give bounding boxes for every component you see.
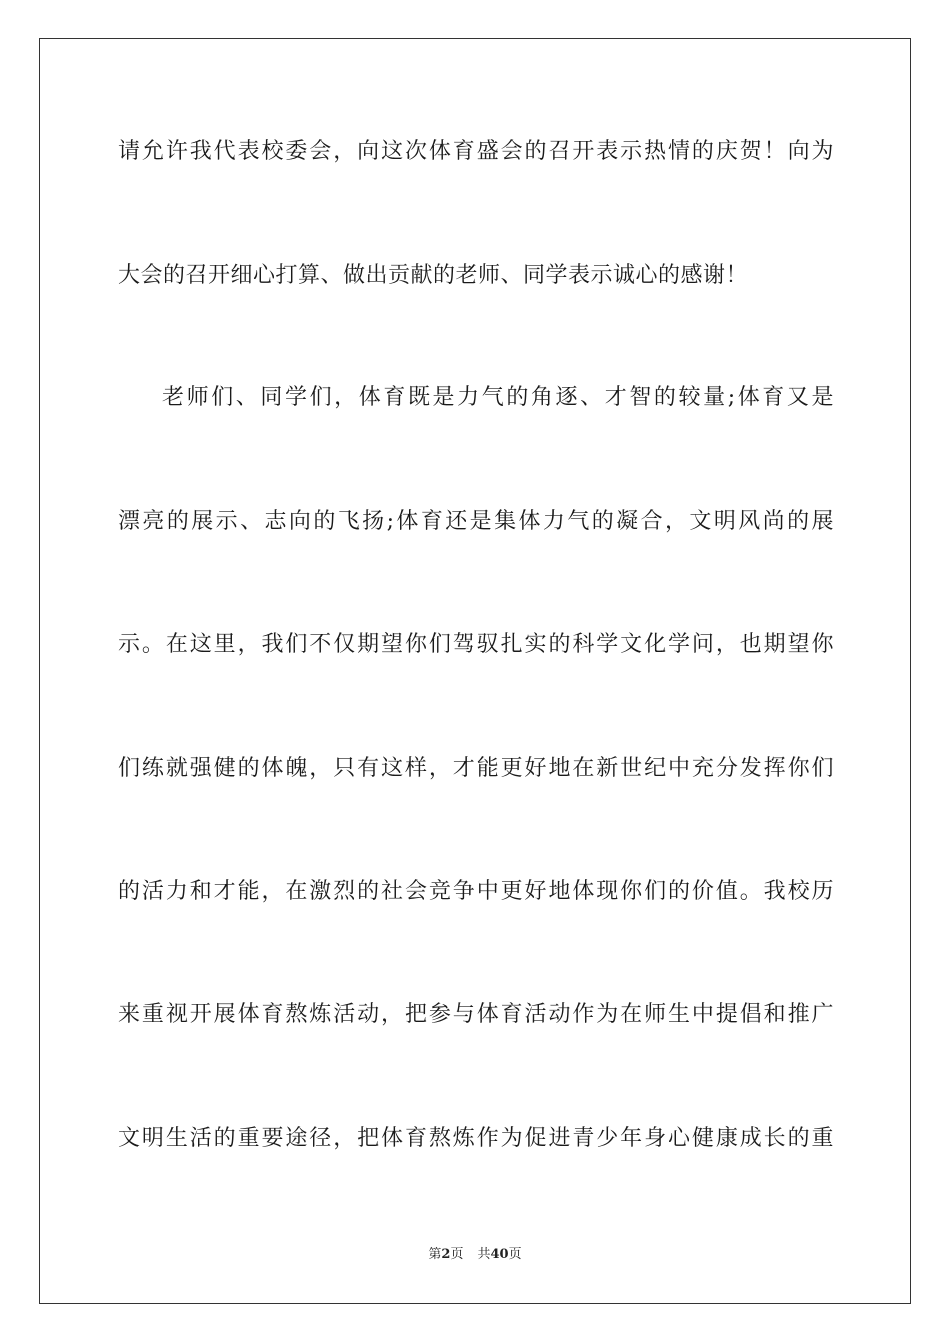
text-line-3: 老师们、同学们，体育既是力气的角逐、才智的较量;体育又是 [162,385,834,410]
text-line-2: 大会的召开细心打算、做出贡献的老师、同学表示诚心的感谢！ [118,263,749,288]
text-line-5: 示。在这里，我们不仅期望你们驾驭扎实的科学文化学问，也期望你 [118,632,834,657]
text-line-6: 们练就强健的体魄，只有这样，才能更好地在新世纪中充分发挥你们 [118,756,834,781]
text-line-8: 来重视开展体育熬炼活动，把参与体育活动作为在师生中提倡和推广 [118,1002,834,1027]
footer-total-suffix: 页 [508,1247,522,1262]
footer-total-pages: 40 [490,1247,509,1262]
page-border [39,38,911,1304]
footer-page-number: 2 [441,1247,451,1262]
page-footer [0,1246,950,1264]
text-line-7: 的活力和才能，在激烈的社会竞争中更好地体现你们的价值。我校历 [118,879,834,904]
text-line-9: 文明生活的重要途径，把体育熬炼作为促进青少年身心健康成长的重 [118,1126,834,1151]
footer-page-suffix: 页 [450,1247,464,1262]
footer-total-prefix: 共 [477,1247,491,1262]
footer-page-prefix: 第 [428,1247,442,1262]
text-line-1: 请允许我代表校委会，向这次体育盛会的召开表示热情的庆贺！向为 [118,139,834,164]
text-line-4: 漂亮的展示、志向的飞扬;体育还是集体力气的凝合，文明风尚的展 [118,509,834,534]
